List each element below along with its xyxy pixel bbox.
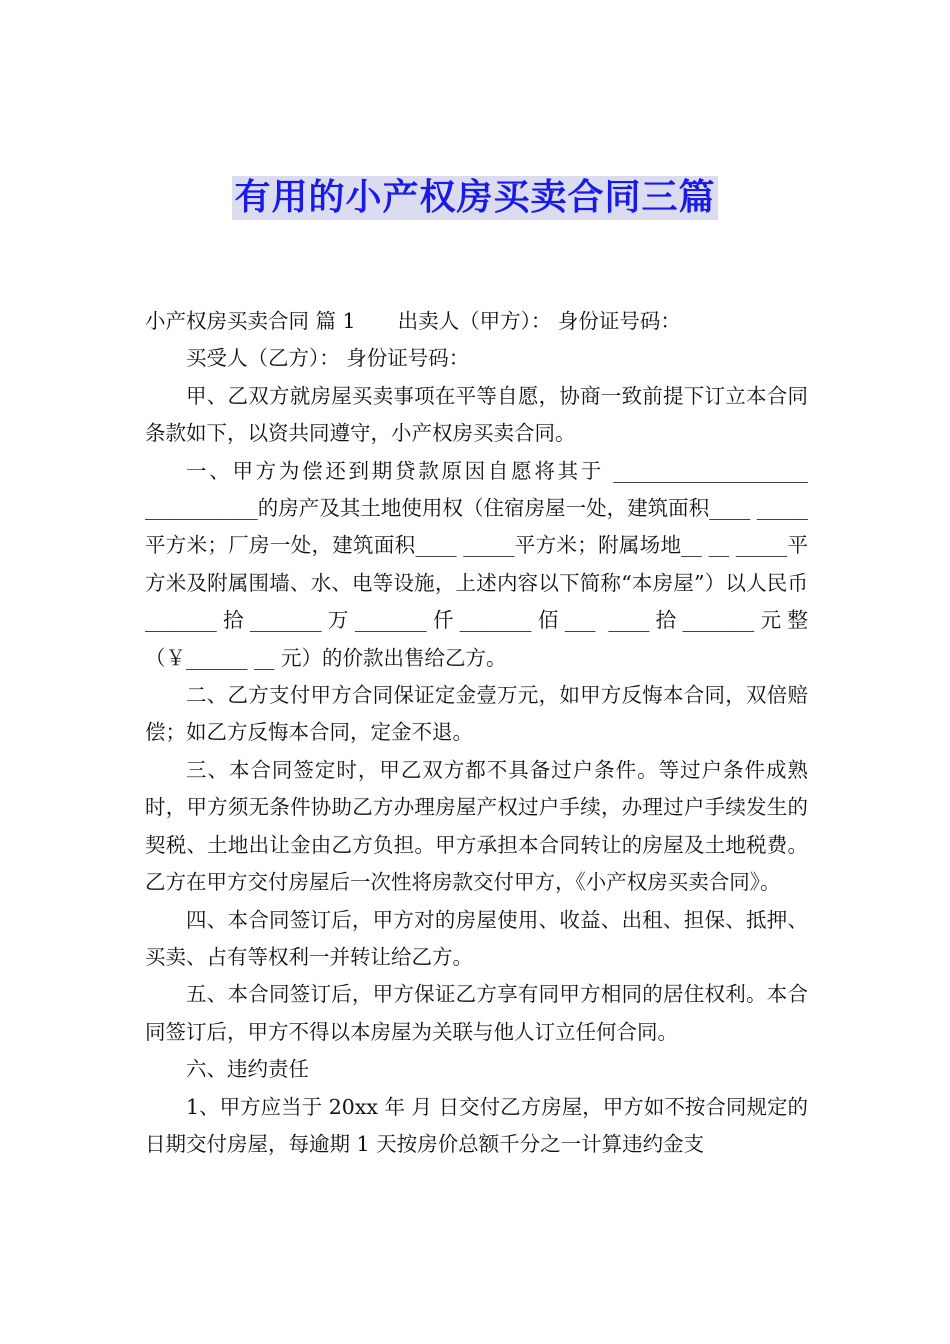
- clause-6-item-1-paragraph: 1、甲方应当于 20xx 年 月 日交付乙方房屋，甲方如不按合同规定的日期交付房屋，每逾期 1 天按房价总额千分之一计算违约金支: [145, 1094, 808, 1156]
- preamble-paragraph: 甲、乙双方就房屋买卖事项在平等自愿，协商一致前提下订立本合同条款如下，以资共同遵守，小产权房买卖合同。: [145, 383, 808, 446]
- clause-3-paragraph: 三、本合同签定时，甲乙双方都不具备过户条件。等过户条件成熟时，甲方须无条件协助乙方办理房屋产权过户手续，办理过户手续发生的契税、土地出让金由乙方负担。甲方承担本合同转让的房屋及土地税费。乙方在甲方交付房屋后一次性将房款交付甲方，《小产权房买卖合同》。: [145, 757, 808, 895]
- document-title: 有用的小产权房买卖合同三篇: [234, 177, 716, 218]
- title-container: [0, 176, 950, 220]
- buyer-party-line: 买受人（乙方）： 身份证号码：: [186, 346, 470, 371]
- clause-6-heading: 六、违约责任: [186, 1057, 309, 1082]
- clause-1-paragraph: 一、甲方为偿还到期贷款原因自愿将其于 ___________________ ___________的房产及其土地使用权（住宿房屋一处，建筑面积____ _____平方米；厂房一处，建筑面积____ _____平方米；附属场地__ __ _____平方米及附属围墙、水、电等设施，上述内容以下简称“本房屋”）以人民币_______拾_______万_______仟_______佰___ ____拾_______元整（￥______ __ 元）的价款出售给乙方。: [145, 458, 815, 670]
- contract-section-heading: 小产权房买卖合同 篇 1: [145, 309, 356, 333]
- clause-2-paragraph: 二、乙方支付甲方合同保证定金壹万元，如甲方反悔本合同，双倍赔偿；如乙方反悔本合同，定金不退。: [145, 683, 808, 745]
- clause-4-paragraph: 四、本合同签订后，甲方对的房屋使用、收益、出租、担保、抵押、买卖、占有等权利一并转让给乙方。: [145, 907, 808, 969]
- seller-party-line: 出卖人（甲方）： 身份证号码：: [397, 309, 681, 333]
- document-body: [145, 303, 815, 1163]
- clause-5-paragraph: 五、本合同签订后，甲方保证乙方享有同甲方相同的居住权利。本合同签订后，甲方不得以本房屋为关联与他人订立任何合同。: [145, 982, 808, 1044]
- contract-heading-line: [145, 303, 808, 340]
